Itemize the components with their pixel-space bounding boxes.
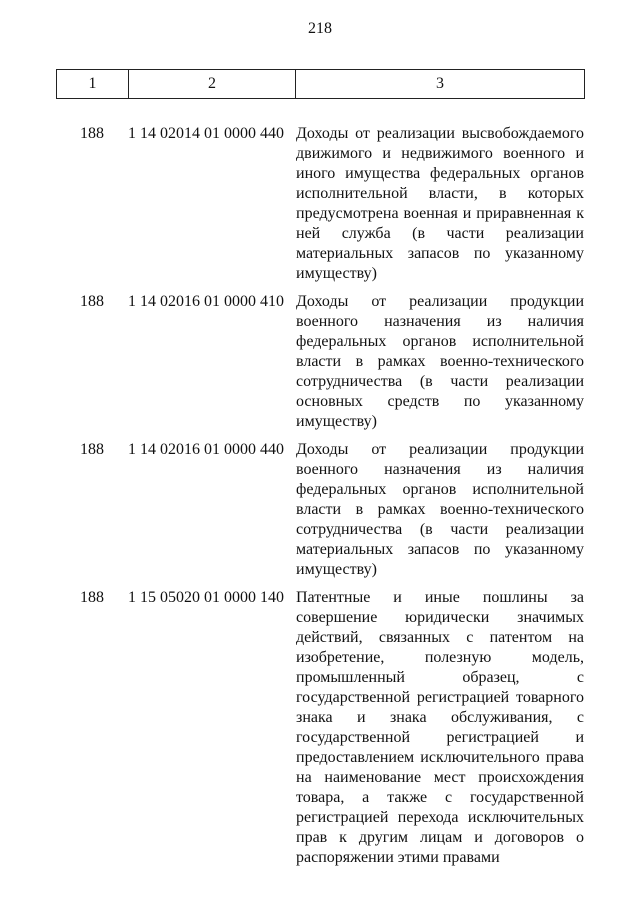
table-row — [0, 588, 640, 868]
revenue-description: Доходы от реализации высвобождаемого движимого и недвижимого военного и иного имущества федеральных органов исполнительной власти, в которых предусмотрена военная и приравненная к ней служба (в части реализации материальных запасов по указанному имуществу) — [296, 125, 584, 282]
column-header-row — [57, 70, 585, 99]
admin-code: 188 — [80, 589, 104, 606]
column-header-3: 3 — [296, 70, 585, 99]
revenue-description: Доходы от реализации продукции военного назначения из наличия федеральных органов исполнительной власти в рамках военно-технического сотрудничества (в части реализации основных средств по указанному имуществу) — [296, 293, 584, 430]
admin-code: 188 — [80, 125, 104, 142]
revenue-description: Доходы от реализации продукции военного назначения из наличия федеральных органов исполнительной власти в рамках военно-технического сотрудничества (в части реализации материальных запасов по указанному имуществу) — [296, 441, 584, 578]
column-header-1: 1 — [57, 70, 129, 99]
admin-code: 188 — [80, 441, 104, 458]
admin-code: 188 — [80, 293, 104, 310]
column-header-2: 2 — [129, 70, 296, 99]
table-row — [0, 124, 640, 284]
page-number: 218 — [308, 20, 332, 37]
table-row — [0, 440, 640, 580]
column-header-table — [56, 69, 585, 99]
classification-rows — [0, 124, 640, 868]
table-row — [0, 292, 640, 432]
revenue-description: Патентные и иные пошлины за совершение юридически значимых действий, связанных с патентом на изобретение, полезную модель, промышленный образец, с государственной регистрацией товарного знака и знака обслуживания, с государственной регистрацией и предоставлением исключительного права на наименование мест происхождения товара, а также с государственной регистрацией перехода исключительных прав к другим лицам и договоров о распоряжении этими правами — [296, 589, 584, 866]
budget-code: 1 14 02016 01 0000 440 — [128, 441, 284, 458]
budget-code: 1 14 02016 01 0000 410 — [128, 293, 284, 310]
budget-code: 1 15 05020 01 0000 140 — [128, 589, 284, 606]
budget-code: 1 14 02014 01 0000 440 — [128, 125, 284, 142]
